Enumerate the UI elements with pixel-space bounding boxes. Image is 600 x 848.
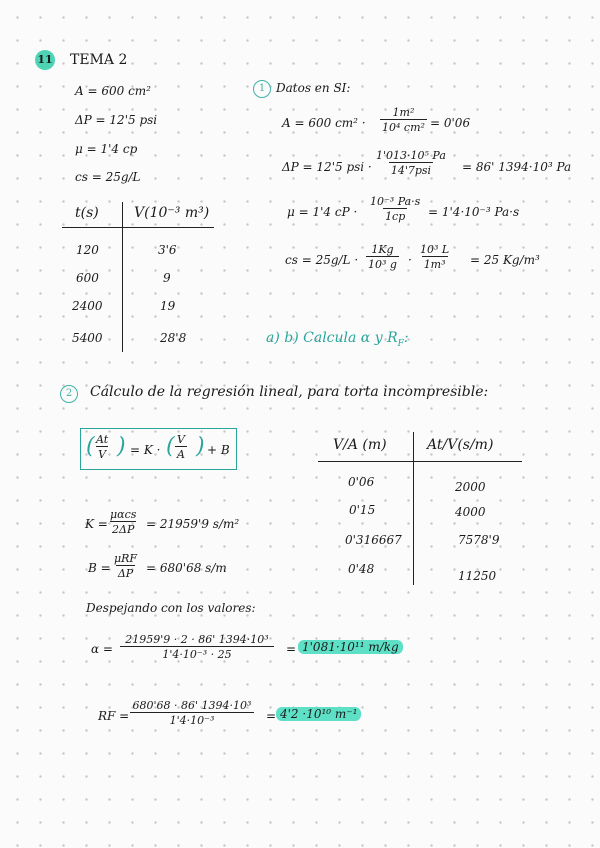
fraction-numerator: 680'68 · 86' 1394·10³ [132,699,252,712]
si-area-result: = 0'06 [430,116,471,130]
fraction-numerator: 21959'9 · 2 · 86' 1394·10³ [125,633,269,646]
paren-close: ) [196,434,205,459]
si-title: Datos en SI: [276,81,351,95]
question-ab-subscript: F [397,338,404,349]
table1-cell: 2400 [72,299,103,313]
paren-open: ( [86,434,95,459]
si-concentration-fraction-2 [418,243,451,271]
step-2-circle: 2 [60,385,78,403]
table1-cell: 9 [163,271,171,285]
si-concentration-fraction-1 [366,243,399,271]
page-number-badge: 11 [35,50,55,70]
rf-equals: = [266,709,277,723]
fraction-numerator: μRF [114,552,138,565]
eq-lhs-fraction [94,433,110,461]
step-2-heading: Cálculo de la regresión lineal, para torta incompresible: [90,384,489,400]
table2-header-va: V/A (m) [333,437,387,453]
si-pressure-lhs: ΔP = 12'5 psi · [282,160,372,174]
b-result: = 680'68 s/m [146,561,227,575]
question-ab [266,331,409,349]
paren-close: ) [117,434,126,459]
b-lhs: B = [88,561,111,575]
table1-header-v: V(10⁻³ m³) [134,205,210,221]
table2-cell: 0'48 [348,562,375,576]
eq-mid: = K · [130,443,161,457]
table1-cell: 5400 [72,331,103,345]
si-pressure-result: = 86' 1394·10³ Pa [462,160,572,174]
table1-header-t: t(s) [75,205,99,221]
si-concentration-lhs: cs = 25g/L · [285,253,359,267]
si-pressure-fraction [374,149,448,177]
fraction-denominator: V [98,448,107,461]
si-viscosity-result: = 1'4·10⁻³ Pa·s [428,205,520,219]
alpha-lhs: α = [91,642,113,656]
fraction-numerator: At [96,433,109,446]
table1-cell: 120 [76,243,99,257]
table2-cell: 0'15 [349,503,376,517]
fraction-numerator: V [177,433,185,446]
table2-header-atv: At/V(s/m) [427,437,494,453]
rf-result: 4'2 ·10¹⁰ m⁻¹ [276,707,361,721]
table2-cell: 11250 [458,569,497,583]
fraction-numerator: 1m² [392,106,415,119]
fraction-numerator: 10⁻³ Pa·s [370,195,421,208]
fraction-denominator: 2ΔP [112,523,135,536]
rf-lhs: RF = [98,709,130,723]
si-viscosity-lhs: μ = 1'4 cP · [287,205,358,219]
table1-header-line [62,227,214,228]
alpha-fraction [120,633,274,661]
paren-open: ( [166,434,175,459]
table1-cell: 19 [160,299,176,313]
fraction-denominator: 1cp [385,210,406,223]
table2-cell: 4000 [455,505,486,519]
table1-cell: 3'6 [158,243,177,257]
table2-divider [413,432,414,585]
fraction-denominator: 1m³ [423,258,446,271]
multiplication-dot: · [408,253,412,267]
table2-header-line [318,461,522,462]
fraction-denominator: 10³ g [368,258,397,271]
fraction-denominator: 1'4·10⁻³ [130,712,254,727]
fraction-denominator: 10⁴ cm² [382,121,425,134]
si-viscosity-fraction [368,195,422,223]
section-title: TEMA 2 [70,52,128,68]
alpha-equals: = [286,642,297,656]
given-viscosity: μ = 1'4 cp [75,142,138,156]
eq-rhs-fraction [175,433,187,461]
given-concentration: cs = 25g/L [75,170,141,184]
si-area-lhs: A = 600 cm² · [282,116,366,130]
fraction-denominator: A [177,448,185,461]
si-area-fraction [380,106,427,134]
rf-fraction [130,699,254,727]
table2-cell: 0'316667 [345,533,402,547]
despejando-note: Despejando con los valores: [86,601,256,615]
table1-cell: 28'8 [160,331,187,345]
b-fraction [112,552,139,580]
table2-cell: 2000 [455,480,486,494]
fraction-denominator: 14'7psi [390,164,432,177]
alpha-result: 1'081·10¹¹ m/kg [298,640,403,654]
table2-cell: 7578'9 [458,533,500,547]
eq-tail: + B [207,443,230,457]
fraction-denominator: 1'4·10⁻³ · 25 [120,646,274,661]
k-fraction [108,508,138,536]
fraction-denominator: ΔP [117,567,134,580]
fraction-numerator: 1'013·10⁵ Pa [376,149,446,162]
fraction-numerator: μαcs [110,508,137,521]
fraction-numerator: 10³ L [420,243,450,256]
fraction-numerator: 1Kg [371,243,394,256]
si-concentration-result: = 25 Kg/m³ [470,253,540,267]
k-result: = 21959'9 s/m² [146,517,240,531]
question-ab-colon: : [403,330,409,346]
step-1-circle: 1 [253,80,271,98]
table1-cell: 600 [76,271,99,285]
question-ab-text: a) b) Calcula α y R [266,330,398,346]
given-area: A = 600 cm² [75,84,151,98]
table1-divider [122,202,123,352]
k-lhs: K = [85,517,108,531]
table2-cell: 0'06 [348,475,375,489]
given-pressure: ΔP = 12'5 psi [75,113,158,127]
